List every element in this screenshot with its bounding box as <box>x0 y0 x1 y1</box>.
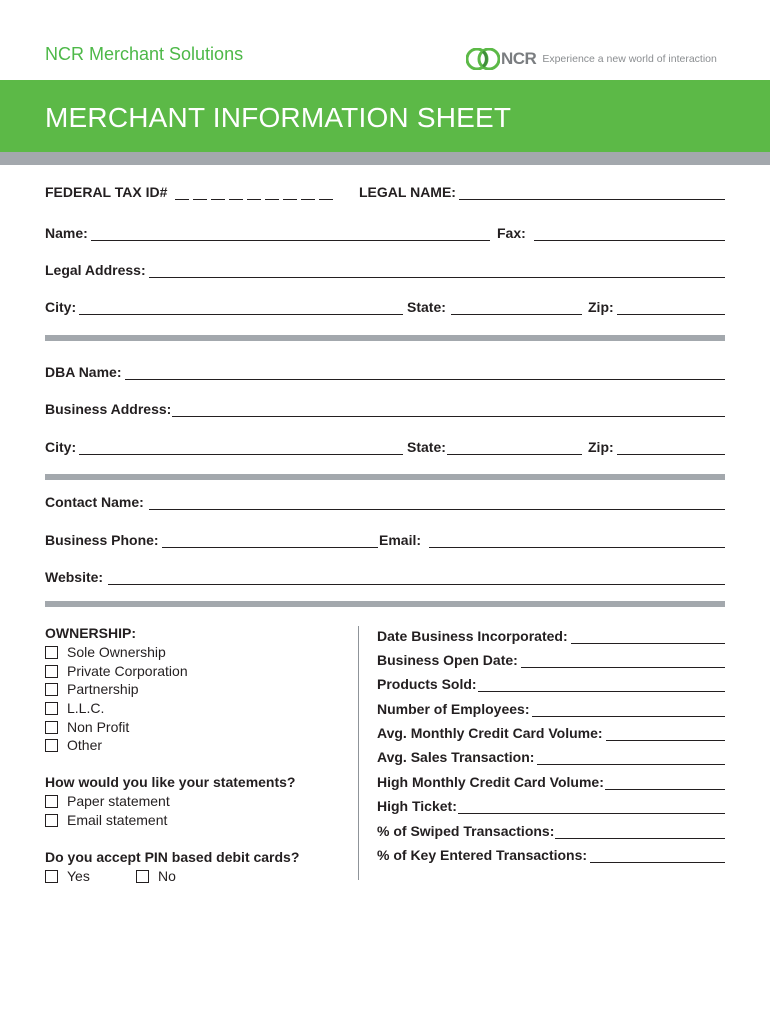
checkbox-label: Partnership <box>67 681 139 697</box>
checkbox-box[interactable] <box>45 795 58 808</box>
title-banner <box>0 80 770 152</box>
field-label: Number of Employees: <box>377 701 530 717</box>
field-label: Products Sold: <box>377 676 477 692</box>
page-title: MERCHANT INFORMATION SHEET <box>45 102 512 133</box>
date-incorporated-field[interactable] <box>377 626 725 644</box>
business-zip-label: Zip: <box>588 439 614 455</box>
section-divider <box>45 474 725 480</box>
checkbox-box[interactable] <box>45 739 58 752</box>
legal-name-label: LEGAL NAME: <box>359 184 456 200</box>
email-field[interactable] <box>379 530 725 548</box>
ncr-logo-icon <box>466 48 500 70</box>
business-city-label: City: <box>45 439 77 455</box>
business-phone-label: Business Phone: <box>45 532 159 548</box>
state-label: State: <box>407 299 446 315</box>
legal-address-label: Legal Address: <box>45 262 146 278</box>
checkbox-box[interactable] <box>45 870 58 883</box>
ownership-heading: OWNERSHIP: <box>45 625 136 641</box>
checkbox-box[interactable] <box>45 702 58 715</box>
zip-field[interactable] <box>588 297 725 315</box>
banner-strip <box>0 152 770 165</box>
business-open-date-field[interactable] <box>377 650 725 668</box>
federal-tax-id-field[interactable] <box>45 182 355 200</box>
field-label: High Ticket: <box>377 798 457 814</box>
logo-wordmark: NCR <box>501 49 537 68</box>
checkbox-label: Sole Ownership <box>67 644 166 660</box>
name-field[interactable] <box>45 223 490 241</box>
city-label: City: <box>45 299 77 315</box>
dba-name-field[interactable] <box>45 362 725 380</box>
fax-field[interactable] <box>497 223 725 241</box>
field-label: Avg. Sales Transaction: <box>377 749 535 765</box>
state-field[interactable] <box>407 297 582 315</box>
checkbox-box[interactable] <box>136 870 149 883</box>
zip-label: Zip: <box>588 299 614 315</box>
checkbox-box[interactable] <box>45 683 58 696</box>
business-zip-field[interactable] <box>588 437 725 455</box>
key-entered-transactions-field[interactable] <box>377 845 725 863</box>
ncr-logo <box>466 47 717 71</box>
logo-tagline: Experience a new world of interaction <box>542 53 717 65</box>
business-state-field[interactable] <box>407 437 582 455</box>
column-divider <box>358 626 359 880</box>
pin-debit-heading: Do you accept PIN based debit cards? <box>45 849 300 865</box>
checkbox-email-statement[interactable] <box>45 811 167 829</box>
field-label: Business Open Date: <box>377 652 518 668</box>
business-phone-field[interactable] <box>45 530 378 548</box>
products-sold-field[interactable] <box>377 674 725 692</box>
checkbox-label: Yes <box>67 868 90 884</box>
checkbox-box[interactable] <box>45 814 58 827</box>
checkbox-box[interactable] <box>45 721 58 734</box>
checkbox-label: No <box>158 868 176 884</box>
section-divider <box>45 601 725 607</box>
legal-address-field[interactable] <box>45 260 725 278</box>
checkbox-llc[interactable] <box>45 699 104 717</box>
checkbox-label: Non Profit <box>67 719 130 735</box>
dba-name-label: DBA Name: <box>45 364 122 380</box>
checkbox-sole-ownership[interactable] <box>45 643 166 661</box>
city-field[interactable] <box>45 297 403 315</box>
federal-tax-id-label: FEDERAL TAX ID# <box>45 184 168 200</box>
checkbox-label: Private Corporation <box>67 663 188 679</box>
avg-sales-transaction-field[interactable] <box>377 747 725 765</box>
contact-name-field[interactable] <box>45 492 725 510</box>
checkbox-other[interactable] <box>45 736 102 754</box>
business-address-field[interactable] <box>45 399 725 417</box>
checkbox-box[interactable] <box>45 665 58 678</box>
business-city-field[interactable] <box>45 437 403 455</box>
field-label: High Monthly Credit Card Volume: <box>377 774 604 790</box>
section-divider <box>45 335 725 341</box>
number-of-employees-field[interactable] <box>377 699 725 717</box>
checkbox-label: L.L.C. <box>67 700 105 716</box>
checkbox-private-corporation[interactable] <box>45 662 188 680</box>
name-label: Name: <box>45 225 88 241</box>
website-label: Website: <box>45 569 104 585</box>
fax-label: Fax: <box>497 225 526 241</box>
contact-name-label: Contact Name: <box>45 494 144 510</box>
high-ticket-field[interactable] <box>377 796 725 814</box>
field-label: Avg. Monthly Credit Card Volume: <box>377 725 603 741</box>
field-label: % of Swiped Transactions: <box>377 823 555 839</box>
checkbox-paper-statement[interactable] <box>45 792 170 810</box>
high-monthly-cc-volume-field[interactable] <box>377 772 725 790</box>
checkbox-label: Email statement <box>67 812 168 828</box>
statements-heading: How would you like your statements? <box>45 774 296 790</box>
tax-id-digit-blanks[interactable] <box>175 186 333 200</box>
checkbox-partnership[interactable] <box>45 680 139 698</box>
checkbox-non-profit[interactable] <box>45 718 129 736</box>
avg-monthly-cc-volume-field[interactable] <box>377 723 725 741</box>
business-state-label: State: <box>407 439 446 455</box>
legal-name-field[interactable] <box>359 182 725 200</box>
checkbox-box[interactable] <box>45 646 58 659</box>
swiped-transactions-field[interactable] <box>377 821 725 839</box>
company-name: NCR Merchant Solutions <box>45 44 244 64</box>
field-label: Date Business Incorporated: <box>377 628 568 644</box>
field-label: % of Key Entered Transactions: <box>377 847 588 863</box>
website-field[interactable] <box>45 567 725 585</box>
checkbox-label: Paper statement <box>67 793 170 809</box>
email-label: Email: <box>379 532 422 548</box>
checkbox-pin-yes[interactable] <box>45 867 90 885</box>
checkbox-pin-no[interactable] <box>136 867 176 885</box>
business-address-label: Business Address: <box>45 401 172 417</box>
checkbox-label: Other <box>67 737 103 753</box>
